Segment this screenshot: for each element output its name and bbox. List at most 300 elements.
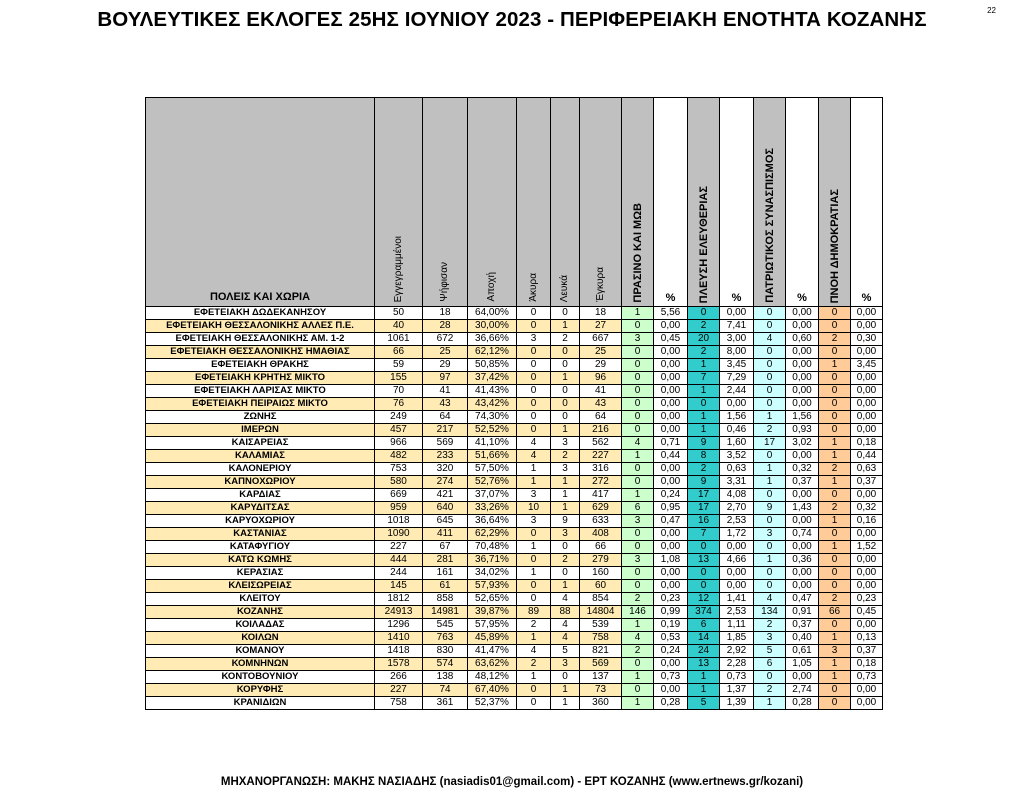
cell-valid: 60 (580, 580, 622, 593)
cell-voted: 672 (423, 333, 468, 346)
cell-party1-pct: 0,47 (654, 515, 688, 528)
cell-party2-pct: 0,63 (720, 463, 754, 476)
cell-abstention: 36,71% (468, 554, 517, 567)
cell-place-name: ΖΩΝΗΣ (146, 411, 375, 424)
cell-party1-votes: 0 (622, 658, 654, 671)
header-party-patriotikos-synaspismos-label: ΠΑΤΡΙΩΤΙΚΟΣ ΣΥΝΑΣΠΙΣΜΟΣ (763, 148, 776, 303)
cell-abstention: 57,95% (468, 619, 517, 632)
cell-blank: 0 (551, 346, 580, 359)
cell-party2-pct: 3,45 (720, 359, 754, 372)
cell-place-name: ΚΑΤΩ ΚΩΜΗΣ (146, 554, 375, 567)
cell-valid: 73 (580, 684, 622, 697)
cell-valid: 417 (580, 489, 622, 502)
cell-party4-pct: 0,00 (851, 320, 883, 333)
cell-party2-votes: 1 (688, 411, 720, 424)
cell-party1-pct: 0,00 (654, 372, 688, 385)
cell-blank: 1 (551, 580, 580, 593)
cell-party3-pct: 0,60 (786, 333, 819, 346)
cell-party2-votes: 1 (688, 684, 720, 697)
cell-valid: 137 (580, 671, 622, 684)
cell-blank: 4 (551, 593, 580, 606)
cell-party3-pct: 1,05 (786, 658, 819, 671)
cell-party2-pct: 0,00 (720, 541, 754, 554)
cell-party3-pct: 0,00 (786, 580, 819, 593)
cell-place-name: ΚΑΡΥΔΙΤΣΑΣ (146, 502, 375, 515)
cell-party2-pct: 1,72 (720, 528, 754, 541)
cell-party1-votes: 4 (622, 632, 654, 645)
table-row (146, 684, 883, 697)
cell-invalid: 1 (517, 463, 551, 476)
cell-voted: 28 (423, 320, 468, 333)
cell-registered: 669 (375, 489, 423, 502)
cell-party3-pct: 0,74 (786, 528, 819, 541)
cell-blank: 1 (551, 489, 580, 502)
cell-invalid: 0 (517, 554, 551, 567)
cell-registered: 959 (375, 502, 423, 515)
cell-registered: 24913 (375, 606, 423, 619)
cell-party3-pct: 0,93 (786, 424, 819, 437)
cell-blank: 0 (551, 411, 580, 424)
cell-voted: 25 (423, 346, 468, 359)
cell-blank: 2 (551, 554, 580, 567)
cell-party3-pct: 0,00 (786, 385, 819, 398)
cell-party1-votes: 0 (622, 463, 654, 476)
cell-voted: 138 (423, 671, 468, 684)
cell-valid: 758 (580, 632, 622, 645)
cell-registered: 1296 (375, 619, 423, 632)
cell-registered: 70 (375, 385, 423, 398)
cell-party2-pct: 0,00 (720, 398, 754, 411)
cell-party2-votes: 8 (688, 450, 720, 463)
cell-invalid: 3 (517, 333, 551, 346)
cell-party2-pct: 1,37 (720, 684, 754, 697)
cell-invalid: 0 (517, 697, 551, 710)
cell-invalid: 0 (517, 593, 551, 606)
cell-party4-pct: 0,00 (851, 307, 883, 320)
cell-party1-pct: 0,53 (654, 632, 688, 645)
table-row (146, 398, 883, 411)
cell-party2-pct: 2,28 (720, 658, 754, 671)
cell-party2-votes: 7 (688, 528, 720, 541)
cell-abstention: 63,62% (468, 658, 517, 671)
cell-party3-pct: 0,00 (786, 515, 819, 528)
cell-blank: 3 (551, 463, 580, 476)
cell-registered: 1418 (375, 645, 423, 658)
cell-blank: 1 (551, 320, 580, 333)
cell-abstention: 33,26% (468, 502, 517, 515)
table-row (146, 411, 883, 424)
table-row (146, 580, 883, 593)
results-body (146, 307, 883, 710)
cell-party4-votes: 1 (819, 658, 851, 671)
cell-party2-pct: 2,53 (720, 515, 754, 528)
header-valid-label: Έγκυρα (594, 267, 606, 302)
cell-party4-votes: 2 (819, 593, 851, 606)
header-pct-patriotikos-synaspismos: % (786, 98, 819, 307)
cell-party1-votes: 1 (622, 671, 654, 684)
cell-party2-pct: 3,31 (720, 476, 754, 489)
cell-registered: 580 (375, 476, 423, 489)
cell-abstention: 52,52% (468, 424, 517, 437)
cell-party1-pct: 0,73 (654, 671, 688, 684)
cell-invalid: 4 (517, 645, 551, 658)
cell-party4-pct: 0,18 (851, 437, 883, 450)
cell-party1-votes: 1 (622, 450, 654, 463)
cell-invalid: 0 (517, 411, 551, 424)
cell-party3-votes: 17 (754, 437, 786, 450)
cell-place-name: ΕΦΕΤΕΙΑΚΗ ΘΕΣΣΑΛΟΝΙΚΗΣ ΗΜΑΘΙΑΣ (146, 346, 375, 359)
cell-valid: 667 (580, 333, 622, 346)
cell-party4-votes: 2 (819, 463, 851, 476)
cell-party3-votes: 0 (754, 671, 786, 684)
cell-party1-pct: 0,44 (654, 450, 688, 463)
cell-party1-votes: 4 (622, 437, 654, 450)
cell-invalid: 2 (517, 619, 551, 632)
cell-voted: 411 (423, 528, 468, 541)
table-row (146, 515, 883, 528)
cell-abstention: 43,42% (468, 398, 517, 411)
cell-party2-votes: 2 (688, 463, 720, 476)
cell-party4-pct: 0,00 (851, 528, 883, 541)
cell-registered: 1410 (375, 632, 423, 645)
cell-party3-votes: 0 (754, 541, 786, 554)
cell-place-name: ΕΦΕΤΕΙΑΚΗ ΚΡΗΤΗΣ ΜΙΚΤΟ (146, 372, 375, 385)
cell-abstention: 62,12% (468, 346, 517, 359)
cell-registered: 1812 (375, 593, 423, 606)
cell-registered: 244 (375, 567, 423, 580)
cell-valid: 14804 (580, 606, 622, 619)
cell-party2-pct: 2,92 (720, 645, 754, 658)
cell-place-name: ΚΑΛΟΝΕΡΙΟΥ (146, 463, 375, 476)
cell-party4-votes: 2 (819, 502, 851, 515)
cell-party2-votes: 374 (688, 606, 720, 619)
cell-party4-votes: 1 (819, 476, 851, 489)
cell-party2-pct: 3,00 (720, 333, 754, 346)
cell-blank: 1 (551, 697, 580, 710)
cell-registered: 758 (375, 697, 423, 710)
cell-party4-pct: 0,00 (851, 385, 883, 398)
cell-party4-pct: 0,00 (851, 489, 883, 502)
cell-party3-pct: 0,40 (786, 632, 819, 645)
cell-blank: 9 (551, 515, 580, 528)
cell-invalid: 0 (517, 307, 551, 320)
cell-party4-votes: 3 (819, 645, 851, 658)
cell-abstention: 37,42% (468, 372, 517, 385)
cell-party2-pct: 1,56 (720, 411, 754, 424)
cell-party2-pct: 0,00 (720, 580, 754, 593)
cell-party2-votes: 20 (688, 333, 720, 346)
cell-valid: 316 (580, 463, 622, 476)
cell-party2-votes: 14 (688, 632, 720, 645)
cell-blank: 1 (551, 502, 580, 515)
cell-party4-pct: 1,52 (851, 541, 883, 554)
cell-blank: 3 (551, 658, 580, 671)
cell-party2-pct: 0,73 (720, 671, 754, 684)
cell-party1-pct: 0,28 (654, 697, 688, 710)
header-place: ΠΟΛΕΙΣ ΚΑΙ ΧΩΡΙΑ (146, 98, 375, 307)
cell-blank: 4 (551, 619, 580, 632)
cell-party3-votes: 1 (754, 554, 786, 567)
cell-party4-votes: 0 (819, 554, 851, 567)
cell-abstention: 39,87% (468, 606, 517, 619)
cell-voted: 830 (423, 645, 468, 658)
cell-party4-votes: 0 (819, 372, 851, 385)
cell-party3-pct: 0,61 (786, 645, 819, 658)
cell-party3-pct: 0,00 (786, 489, 819, 502)
cell-party1-votes: 2 (622, 645, 654, 658)
cell-valid: 160 (580, 567, 622, 580)
cell-party4-pct: 0,16 (851, 515, 883, 528)
cell-registered: 457 (375, 424, 423, 437)
table-row (146, 528, 883, 541)
header-valid (580, 98, 622, 307)
cell-invalid: 1 (517, 671, 551, 684)
cell-registered: 40 (375, 320, 423, 333)
cell-valid: 562 (580, 437, 622, 450)
cell-valid: 25 (580, 346, 622, 359)
cell-party2-pct: 3,52 (720, 450, 754, 463)
cell-party2-votes: 13 (688, 658, 720, 671)
cell-party4-votes: 66 (819, 606, 851, 619)
cell-party3-pct: 0,36 (786, 554, 819, 567)
cell-party2-votes: 7 (688, 372, 720, 385)
cell-party3-pct: 0,28 (786, 697, 819, 710)
cell-blank: 88 (551, 606, 580, 619)
cell-party2-votes: 13 (688, 554, 720, 567)
cell-party4-votes: 0 (819, 567, 851, 580)
cell-voted: 361 (423, 697, 468, 710)
cell-party1-votes: 1 (622, 489, 654, 502)
cell-party2-pct: 8,00 (720, 346, 754, 359)
table-row (146, 593, 883, 606)
cell-registered: 76 (375, 398, 423, 411)
cell-party3-votes: 4 (754, 333, 786, 346)
cell-party4-pct: 0,00 (851, 372, 883, 385)
cell-party3-pct: 0,00 (786, 320, 819, 333)
cell-place-name: ΚΑΡΥΟΧΩΡΙΟΥ (146, 515, 375, 528)
cell-abstention: 48,12% (468, 671, 517, 684)
cell-party1-votes: 0 (622, 320, 654, 333)
cell-place-name: ΕΦΕΤΕΙΑΚΗ ΠΕΙΡΑΙΩΣ ΜΙΚΤΟ (146, 398, 375, 411)
cell-party4-votes: 0 (819, 528, 851, 541)
cell-place-name: ΚΑΠΝΟΧΩΡΙΟΥ (146, 476, 375, 489)
cell-party1-votes: 0 (622, 359, 654, 372)
cell-party4-votes: 0 (819, 684, 851, 697)
cell-party4-votes: 0 (819, 580, 851, 593)
cell-place-name: ΚΟΖΑΝΗΣ (146, 606, 375, 619)
cell-party2-votes: 17 (688, 502, 720, 515)
cell-valid: 279 (580, 554, 622, 567)
cell-registered: 59 (375, 359, 423, 372)
cell-party3-votes: 2 (754, 424, 786, 437)
cell-party3-votes: 1 (754, 463, 786, 476)
header-voted-label: Ψήφισαν (439, 262, 450, 302)
cell-party4-votes: 0 (819, 307, 851, 320)
table-row (146, 476, 883, 489)
cell-party1-votes: 3 (622, 333, 654, 346)
cell-party1-votes: 0 (622, 567, 654, 580)
cell-party3-votes: 9 (754, 502, 786, 515)
cell-place-name: ΚΛΕΙΤΟΥ (146, 593, 375, 606)
cell-voted: 41 (423, 385, 468, 398)
cell-party1-votes: 0 (622, 476, 654, 489)
cell-party1-votes: 0 (622, 580, 654, 593)
cell-valid: 66 (580, 541, 622, 554)
table-row (146, 502, 883, 515)
cell-invalid: 1 (517, 541, 551, 554)
cell-invalid: 10 (517, 502, 551, 515)
cell-party4-votes: 1 (819, 541, 851, 554)
cell-voted: 545 (423, 619, 468, 632)
cell-abstention: 34,02% (468, 567, 517, 580)
header-pct-prasino-kai-mov: % (654, 98, 688, 307)
cell-blank: 0 (551, 307, 580, 320)
cell-party4-pct: 0,00 (851, 567, 883, 580)
header-party-pnoi-dimokratias (819, 98, 851, 307)
cell-valid: 29 (580, 359, 622, 372)
cell-party3-pct: 0,32 (786, 463, 819, 476)
cell-registered: 753 (375, 463, 423, 476)
cell-valid: 64 (580, 411, 622, 424)
cell-party1-votes: 1 (622, 307, 654, 320)
cell-party2-votes: 9 (688, 476, 720, 489)
cell-valid: 821 (580, 645, 622, 658)
table-row (146, 450, 883, 463)
cell-party1-pct: 1,08 (654, 554, 688, 567)
cell-voted: 281 (423, 554, 468, 567)
cell-party1-pct: 0,00 (654, 411, 688, 424)
cell-valid: 360 (580, 697, 622, 710)
cell-place-name: ΚΡΑΝΙΔΙΩΝ (146, 697, 375, 710)
header-party-pnoi-dimokratias-label: ΠΝΟΗ ΔΗΜΟΚΡΑΤΙΑΣ (828, 188, 841, 303)
cell-party1-pct: 0,00 (654, 684, 688, 697)
cell-party2-votes: 1 (688, 385, 720, 398)
cell-place-name: ΕΦΕΤΕΙΑΚΗ ΔΩΔΕΚΑΝΗΣΟΥ (146, 307, 375, 320)
cell-party4-pct: 3,45 (851, 359, 883, 372)
header-party-plefsi-eleftherias (688, 98, 720, 307)
cell-valid: 854 (580, 593, 622, 606)
cell-party4-pct: 0,00 (851, 424, 883, 437)
cell-party1-votes: 0 (622, 411, 654, 424)
cell-party1-pct: 0,00 (654, 541, 688, 554)
cell-party2-pct: 0,46 (720, 424, 754, 437)
cell-party1-pct: 0,00 (654, 424, 688, 437)
cell-party3-pct: 0,00 (786, 372, 819, 385)
cell-party4-votes: 0 (819, 320, 851, 333)
cell-party4-pct: 0,00 (851, 684, 883, 697)
cell-party3-pct: 0,00 (786, 671, 819, 684)
cell-party4-pct: 0,00 (851, 580, 883, 593)
cell-party2-pct: 0,00 (720, 307, 754, 320)
cell-party1-pct: 0,19 (654, 619, 688, 632)
cell-abstention: 37,07% (468, 489, 517, 502)
cell-party3-pct: 3,02 (786, 437, 819, 450)
cell-place-name: ΚΑΡΔΙΑΣ (146, 489, 375, 502)
cell-party3-votes: 3 (754, 632, 786, 645)
cell-party1-pct: 0,00 (654, 359, 688, 372)
cell-registered: 266 (375, 671, 423, 684)
cell-party4-votes: 0 (819, 697, 851, 710)
cell-place-name: ΚΑΤΑΦΥΓΙΟΥ (146, 541, 375, 554)
table-row (146, 372, 883, 385)
cell-party3-votes: 0 (754, 398, 786, 411)
cell-party1-votes: 1 (622, 619, 654, 632)
header-invalid (517, 98, 551, 307)
cell-party2-pct: 2,70 (720, 502, 754, 515)
cell-party3-pct: 0,00 (786, 346, 819, 359)
cell-blank: 2 (551, 333, 580, 346)
cell-party4-pct: 0,37 (851, 645, 883, 658)
cell-party1-votes: 0 (622, 541, 654, 554)
cell-party1-pct: 0,95 (654, 502, 688, 515)
cell-party4-votes: 0 (819, 346, 851, 359)
cell-party2-pct: 2,44 (720, 385, 754, 398)
cell-abstention: 41,10% (468, 437, 517, 450)
cell-blank: 5 (551, 645, 580, 658)
cell-party2-votes: 17 (688, 489, 720, 502)
cell-valid: 272 (580, 476, 622, 489)
cell-party3-pct: 0,47 (786, 593, 819, 606)
cell-invalid: 4 (517, 437, 551, 450)
cell-registered: 249 (375, 411, 423, 424)
cell-party4-pct: 0,00 (851, 398, 883, 411)
cell-abstention: 57,93% (468, 580, 517, 593)
cell-party1-votes: 6 (622, 502, 654, 515)
cell-invalid: 0 (517, 320, 551, 333)
cell-party4-pct: 0,00 (851, 697, 883, 710)
header-voted (423, 98, 468, 307)
cell-registered: 66 (375, 346, 423, 359)
cell-party2-votes: 0 (688, 580, 720, 593)
cell-valid: 41 (580, 385, 622, 398)
cell-party2-votes: 2 (688, 346, 720, 359)
cell-party2-pct: 1,39 (720, 697, 754, 710)
cell-party3-votes: 1 (754, 476, 786, 489)
cell-place-name: ΕΦΕΤΕΙΑΚΗ ΛΑΡΙΣΑΣ ΜΙΚΤΟ (146, 385, 375, 398)
cell-party4-votes: 0 (819, 424, 851, 437)
cell-voted: 569 (423, 437, 468, 450)
cell-party3-pct: 1,43 (786, 502, 819, 515)
cell-voted: 274 (423, 476, 468, 489)
table-row (146, 632, 883, 645)
cell-party1-pct: 0,71 (654, 437, 688, 450)
table-row (146, 437, 883, 450)
cell-abstention: 50,85% (468, 359, 517, 372)
header-registered-label: Εγγεγραμμένοι (392, 235, 404, 302)
cell-party3-votes: 0 (754, 515, 786, 528)
cell-party1-votes: 0 (622, 398, 654, 411)
cell-party4-pct: 0,00 (851, 346, 883, 359)
cell-party4-votes: 1 (819, 671, 851, 684)
cell-invalid: 0 (517, 372, 551, 385)
cell-party4-votes: 0 (819, 489, 851, 502)
cell-party2-votes: 6 (688, 619, 720, 632)
cell-blank: 0 (551, 567, 580, 580)
cell-registered: 444 (375, 554, 423, 567)
cell-party4-pct: 0,37 (851, 476, 883, 489)
cell-blank: 1 (551, 476, 580, 489)
cell-place-name: ΚΟΝΤΟΒΟΥΝΙΟΥ (146, 671, 375, 684)
cell-party1-pct: 0,00 (654, 580, 688, 593)
cell-party2-votes: 9 (688, 437, 720, 450)
cell-voted: 67 (423, 541, 468, 554)
cell-voted: 233 (423, 450, 468, 463)
cell-voted: 29 (423, 359, 468, 372)
cell-blank: 1 (551, 684, 580, 697)
cell-party3-pct: 0,91 (786, 606, 819, 619)
header-pct-plefsi-eleftherias: % (720, 98, 754, 307)
cell-place-name: ΚΑΛΑΜΙΑΣ (146, 450, 375, 463)
